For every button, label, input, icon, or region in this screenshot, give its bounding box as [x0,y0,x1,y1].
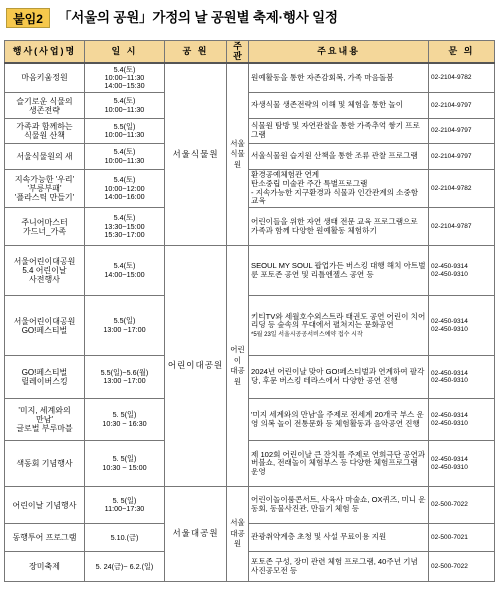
table-header-row [5,41,495,63]
host-name: 서울 대공원 [227,487,249,582]
contact-phone: 02-500-7022 [429,487,495,524]
table-row [5,524,495,552]
table-row [5,296,495,356]
event-datetime: 5.5(일)~5.6(월) 13:00 ~17:00 [85,356,165,399]
contact-phone: 02-450-9314 02-450-9310 [429,441,495,487]
event-content: 포토존 구성, 장미 관련 체험 프로그램, 40주년 기념 사진공모전 등 [249,552,429,582]
event-datetime: 5.4(토) 10:00~11:30 [85,144,165,170]
schedule-table [4,40,495,582]
event-name: 슬기로운 식물의 생존전략 [5,93,85,119]
event-name: 주니어마스터 가드너_가족 [5,208,85,246]
event-datetime: 5. 5(일) 11:00~17:30 [85,487,165,524]
event-content: 제 102회 어린이날 큰 잔치를 주제로 연희극단 공연과 버블쇼, 전래놀이 체험부스 등 다양한 체험프로그램 운영 [249,441,429,487]
event-content: 어린이들을 위한 자연 생태 전문 교육 프로그램으로 가족과 함께 다양한 원예활동 체험하기 [249,208,429,246]
contact-phone: 02-450-9314 02-450-9310 [429,399,495,441]
host-name: 서울 식물원 [227,63,249,246]
table-row [5,170,495,208]
event-name: '미지, 세계와의 만남' 글로벌 부루마블 [5,399,85,441]
table-row [5,144,495,170]
event-content-cell [249,296,429,356]
event-content: 2024년 어린이날 맞아 GO!페스티벌과 연계하여 팔각당, 후문 버스킹 테라스에서 다양한 공연 진행 [249,356,429,399]
contact-phone: 02-450-9314 02-450-9310 [429,246,495,296]
event-content: SEOUL MY SOUL 팝업가든 버스킹 대행 해치 아트벌룬 포토존 공연 및 리틀엔젤스 공연 등 [249,246,429,296]
col-header-contact: 문 의 [429,41,495,63]
table-row [5,246,495,296]
contact-phone: 02-450-9314 02-450-9310 [429,296,495,356]
page-header [4,6,494,32]
table-row [5,356,495,399]
event-content: 원예활동을 통한 자존감회복, 가족 마음돌봄 [249,63,429,93]
table-row [5,208,495,246]
reservation-note: *5월 23일 서울시공공서비스예약 접수 시작 [251,331,363,338]
event-datetime: 5.4(토) 10:00~12:00 14:00~16:00 [85,170,165,208]
event-datetime: 5. 5(일) 10:30 ~ 15:00 [85,441,165,487]
park-name: 서울식물원 [165,63,227,246]
contact-phone: 02-2104-9787 [429,208,495,246]
event-datetime: 5.5(일) 13:00 ~17:00 [85,296,165,356]
contact-phone: 02-2104-9797 [429,144,495,170]
event-name: 색동회 기념행사 [5,441,85,487]
col-header-datetime: 일 시 [85,41,165,63]
park-name: 서울대공원 [165,487,227,582]
event-name: GO!페스티벌 릴레이버스킹 [5,356,85,399]
event-name: 지속가능한 '우리' '부릉부패' '플라스틱 만들기' [5,170,85,208]
table-row [5,399,495,441]
contact-phone: 02-450-9314 02-450-9310 [429,356,495,399]
table-row [5,93,495,119]
park-name: 어린이대공원 [165,246,227,487]
col-header-park: 공 원 [165,41,227,63]
event-datetime: 5.10.(금) [85,524,165,552]
event-datetime: 5.4(토) 14:00~15:00 [85,246,165,296]
event-content: 식물원 탐방 및 자연관찰을 통한 가족추억 쌓기 프로그램 [249,119,429,144]
table-row [5,487,495,524]
event-content: 서울식물원 습지원 산책을 통한 조류 관찰 프로그램 [249,144,429,170]
event-datetime: 5.4(토) 10:00~11:30 [85,93,165,119]
event-datetime: 5.4(토) 13:30~15:00 15:30~17:00 [85,208,165,246]
table-row [5,63,495,93]
event-name: 어린이날 기념행사 [5,487,85,524]
event-name: 서울어린이대공원 GO!페스티벌 [5,296,85,356]
event-name: 마음키움정원 [5,63,85,93]
host-name: 어린이 대공원 [227,246,249,487]
document-title: 「서울의 공원」가정의 날 공원별 축제·행사 일정 [58,10,338,25]
event-content: 환경공예체험관 연계 탄소중립 미술관 주간 특별프로그램 - 지속가능한 지구환경과 식물과 인간관계의 소중함 교육 [249,170,429,208]
event-content: 어린이놀이룸콘서트, 사육사 마술쇼, OX퀴즈, 미니 운동회, 동물사진관, 만들기 체험 등 [249,487,429,524]
col-header-content: 주요내용 [249,41,429,63]
event-name: 가족과 함께하는 식물원 산책 [5,119,85,144]
event-datetime: 5. 24(금)~ 6.2.(일) [85,552,165,582]
event-datetime: 5.5(일) 10:00~11:30 [85,119,165,144]
attachment-badge: 붙임2 [6,8,50,28]
event-name: 장미축제 [5,552,85,582]
contact-phone: 02-2104-9797 [429,93,495,119]
contact-phone: 02-2104-9782 [429,63,495,93]
event-datetime: 5.4(토) 10:00~11:30 14:00~15:30 [85,63,165,93]
event-datetime: 5. 5(일) 10:30 ~ 16:30 [85,399,165,441]
table-row [5,552,495,582]
contact-phone: 02-2104-9797 [429,119,495,144]
contact-phone: 02-500-7022 [429,552,495,582]
event-name: 서울어린이대공원 5.4 어린이날 사전행사 [5,246,85,296]
event-name: 동행투어 프로그램 [5,524,85,552]
event-content: '미지 세계와의 만남'을 주제로 전세계 20개국 부스 운영 의복 놀이 전통문화 등 체험활동과 음악공연 진행 [249,399,429,441]
contact-phone: 02-2104-9782 [429,170,495,208]
event-content: 관광취약계층 초청 및 사설 무료이용 지원 [249,524,429,552]
table-row [5,119,495,144]
event-content: 키티TV와 세월호수외스트라 태권도 공연 어린이 치어리딩 등 숲속의 무대에서 펼쳐지는 문화공연 [251,311,426,330]
contact-phone: 02-500-7021 [429,524,495,552]
col-header-host: 주 관 [227,41,249,63]
table-row [5,441,495,487]
event-name: 서울식물원의 새 [5,144,85,170]
event-content: 자생식물 생존전략의 이해 및 체험을 통한 놀이 [249,93,429,119]
col-header-event-name: 행사(사업)명 [5,41,85,63]
